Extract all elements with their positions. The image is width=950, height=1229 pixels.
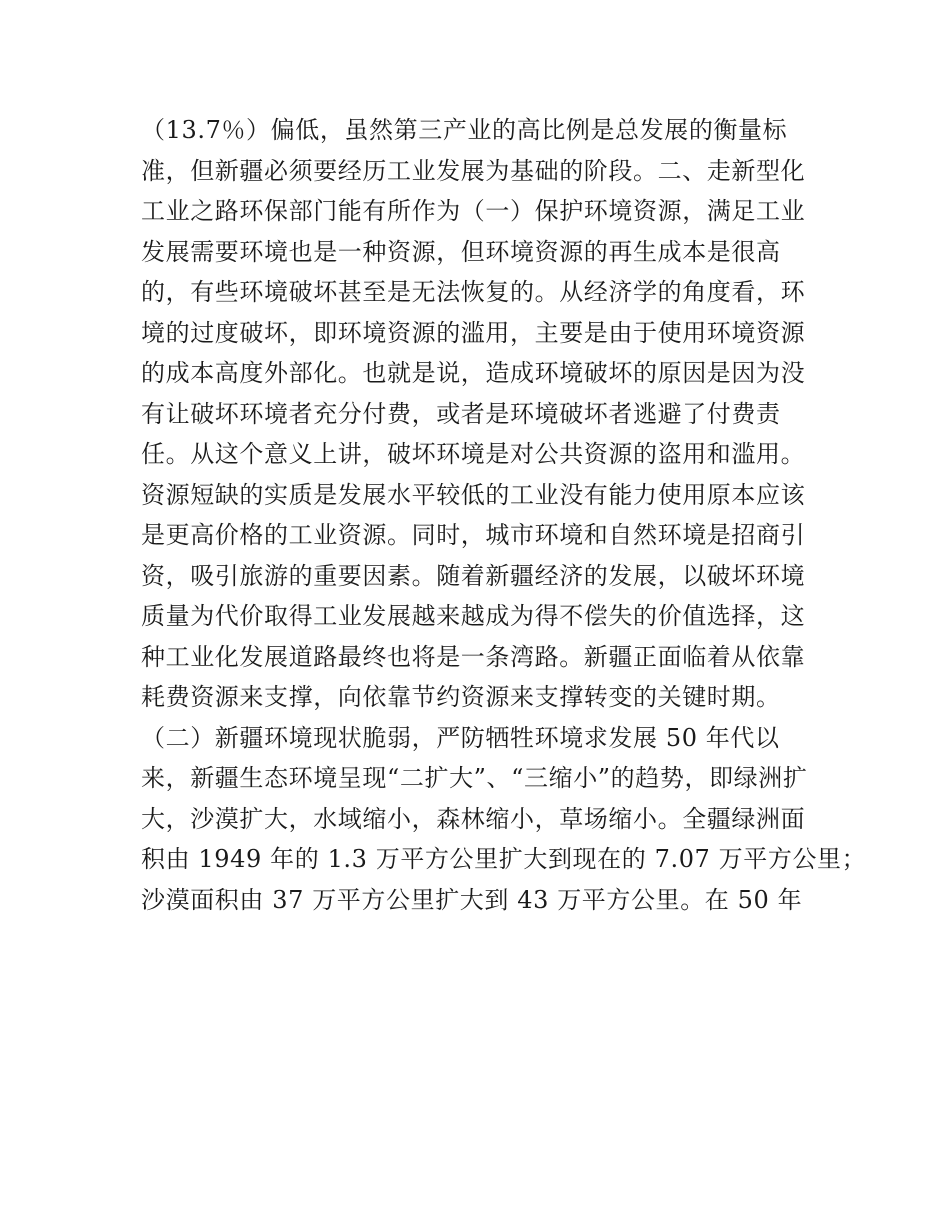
text-line: 发展需要环境也是一种资源，但环境资源的再生成本是很高 [141, 237, 781, 266]
text-line: 耗费资源来支撑，向依靠节约资源来支撑转变的关键时期。 [141, 683, 781, 711]
text-line: 境的过度破坏，即环境资源的滥用，主要是由于使用环境资源 [141, 318, 806, 347]
text-line: 资，吸引旅游的重要因素。随着新疆经济的发展，以破坏环境 [141, 561, 806, 590]
text-line: 沙漠面积由 37 万平方公里扩大到 43 万平方公里。在 50 年 [141, 885, 803, 914]
text-line: 资源短缺的实质是发展水平较低的工业没有能力使用原本应该 [141, 480, 806, 509]
body-text [141, 110, 867, 920]
text-line: 积由 1949 年的 1.3 万平方公里扩大到现在的 7.07 万平方公里； [141, 845, 867, 873]
text-line: 有让破坏环境者充分付费，或者是环境破坏者逃避了付费责 [141, 399, 781, 428]
text-line: 的成本高度外部化。也就是说，造成环境破坏的原因是因为没 [141, 359, 806, 387]
text-line: （13.7％）偏低，虽然第三产业的高比例是总发展的衡量标 [141, 116, 788, 144]
text-line: 是更高价格的工业资源。同时，城市环境和自然环境是招商引 [141, 521, 806, 549]
text-line: 来，新疆生态环境呈现“二扩大”、“三缩小”的趋势，即绿洲扩 [141, 764, 808, 792]
text-line: 工业之路环保部门能有所作为（一）保护环境资源，满足工业 [141, 197, 806, 225]
text-line: 种工业化发展道路最终也将是一条湾路。新疆正面临着从依靠 [141, 642, 806, 671]
text-line: （二）新疆环境现状脆弱，严防牺牲环境求发展 50 年代以 [141, 723, 780, 752]
text-line: 准，但新疆必须要经历工业发展为基础的阶段。二、走新型化 [141, 156, 806, 185]
text-line: 的，有些环境破坏甚至是无法恢复的。从经济学的角度看，环 [141, 278, 806, 306]
text-line: 大，沙漠扩大，水域缩小，森林缩小，草场缩小。全疆绿洲面 [141, 804, 806, 833]
text-line: 任。从这个意义上讲，破坏环境是对公共资源的盗用和滥用。 [141, 440, 806, 468]
text-line: 质量为代价取得工业发展越来越成为得不偿失的价值选择，这 [141, 602, 806, 630]
